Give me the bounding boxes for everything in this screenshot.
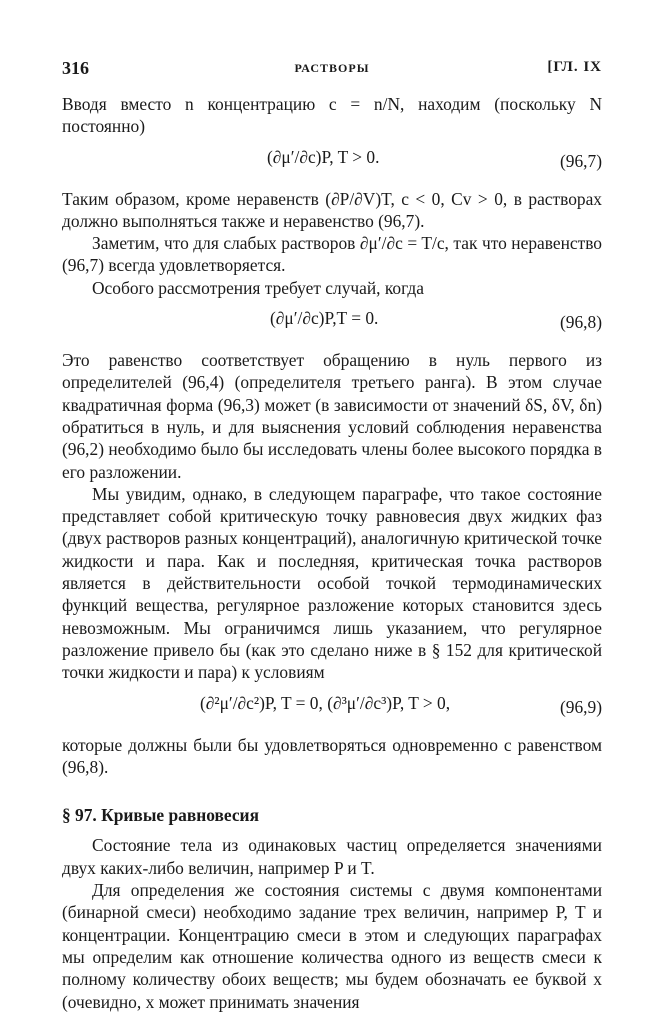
paragraph: Для определения же состояния системы с двумя компонентами (бинарной смеси) необходимо задание трех величин, например P, T и концентрации. Концентрацию смеси в этом и следующих параграфах мы определим как отношение количества одного из веществ смеси к полному количеству обоих веществ; мы будем обозначать ее буквой x (очевидно, x может принимать значения [62,880,602,1012]
equation-number: (96,8) [559,312,602,333]
paragraph: Мы увидим, однако, в следующем параграфе, что такое состояние представляет собой критическую точку равновесия двух жидких фаз (двух растворов разных концентраций), аналогичную критической точке жидкости и пара. Как и последняя, критическая точка растворов является в действительности особой точкой термодинамических функций вещества, регулярное разложение которых становится здесь невозможным. Мы ограничимся лишь указанием, что регулярное разложение привело бы (как это сделано ниже в § 152 для критической точки жидкости и пара) к условиям [62,483,602,683]
paragraph: Состояние тела из одинаковых частиц определяется значениями двух каких-либо величин, например P и T. [62,835,602,878]
page-body [62,93,602,1013]
equation-96-7 [62,140,602,184]
chapter-label: [ГЛ. IX [547,59,602,75]
running-title: РАСТВОРЫ [294,61,370,75]
equation-96-8 [62,301,602,345]
equation-expression: (∂μ′/∂c)P,T = 0. [270,308,379,329]
paragraph: Особого рассмотрения требует случай, когда [92,277,424,298]
equation-number: (96,9) [559,696,602,717]
equation-number: (96,7) [559,150,602,171]
section-heading: § 97. Кривые равновесия [62,805,259,826]
paragraph: Вводя вместо n концентрацию c = n/N, находим (поскольку N постоянно) [62,94,602,137]
paragraph: Это равенство соответствует обращению в нуль первого из определителей (96,4) (определителя третьего ранга). В этом случае квадратичная форма (96,3) может (в зависимости от значений δS, δV, δn) обратиться в нуль, и для выяснения условий соблюдения неравенства (96,2) необходимо было бы исследовать члены более высокого порядка в его разложении. [62,350,602,482]
paragraph: Заметим, что для слабых растворов ∂μ′/∂c = T/c, так что неравенство (96,7) всегда удовлетворяется. [62,233,602,276]
page-number: 316 [62,58,89,78]
paragraph: Таким образом, кроме неравенств (∂P/∂V)T, c < 0, Cv > 0, в растворах должно выполняться также и неравенство (96,7). [62,188,602,231]
equation-expression: (∂μ′/∂c)P, T > 0. [267,146,380,167]
page-header [62,58,602,82]
equation-96-9 [62,686,602,730]
paragraph: которые должны были бы удовлетворяться одновременно с равенством (96,8). [62,734,602,777]
equation-expression: (∂²μ′/∂c²)P, T = 0, (∂³μ′/∂c³)P, T > 0, [200,692,451,713]
